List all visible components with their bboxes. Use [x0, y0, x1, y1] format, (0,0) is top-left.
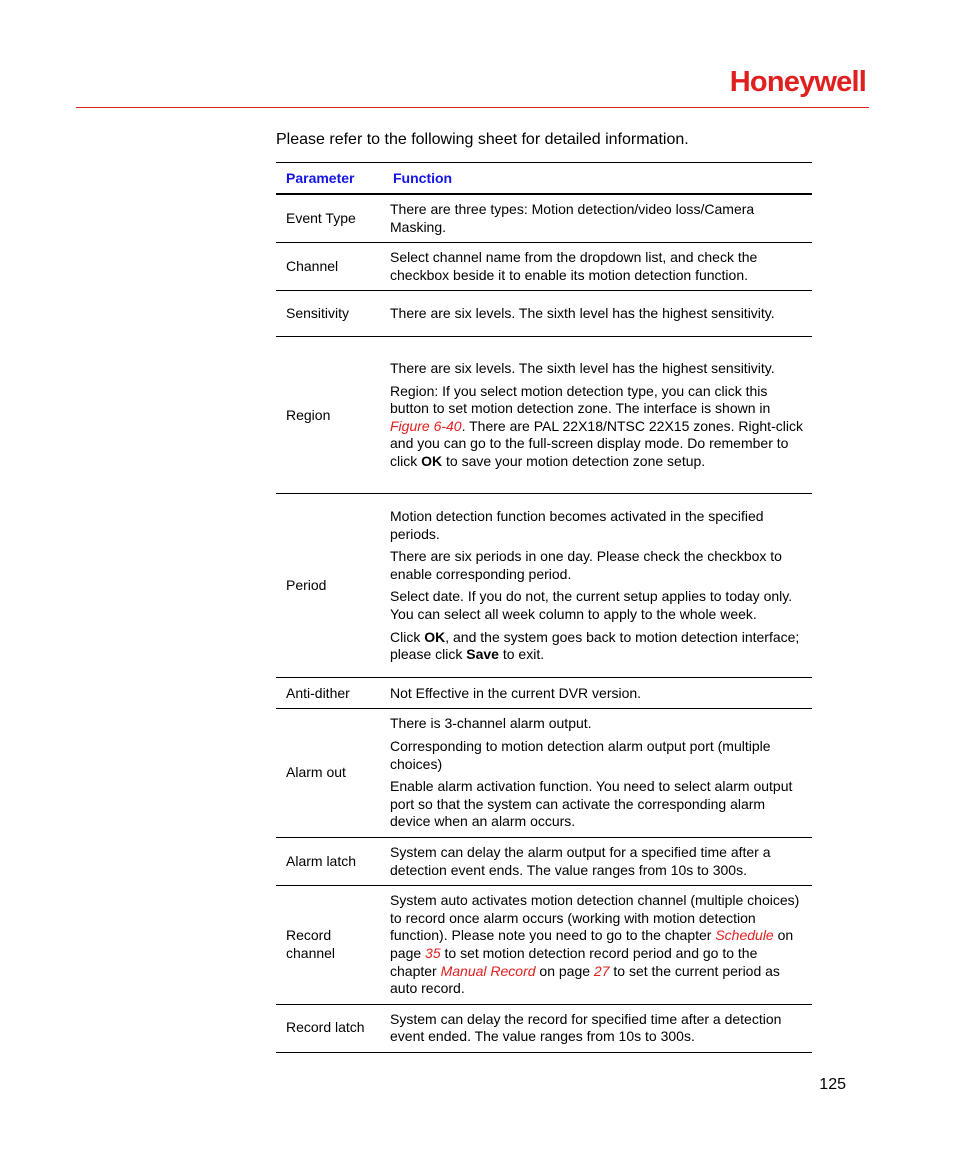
figure-link[interactable]: Figure 6-40 [390, 417, 462, 434]
table-row [276, 837, 812, 885]
function-cell [383, 886, 812, 1005]
param-cell: Sensitivity [276, 291, 383, 337]
manual-record-link[interactable]: Manual Record [440, 962, 536, 979]
function-text: There is 3-channel alarm output. [390, 715, 592, 732]
save-label: Save [466, 646, 499, 663]
function-cell [383, 291, 812, 337]
ok-label: OK [421, 453, 443, 470]
function-cell [383, 709, 812, 838]
column-header-parameter: Parameter [276, 163, 383, 195]
page-link[interactable]: 27 [593, 962, 610, 979]
page-number: 125 [819, 1076, 846, 1093]
function-text: There are six levels. The sixth level has the highest sensitivity. [390, 305, 775, 322]
table-row [276, 194, 812, 243]
table-row [276, 243, 812, 291]
param-cell: Event Type [276, 194, 383, 243]
param-cell: Channel [276, 243, 383, 291]
table-row [276, 337, 812, 494]
function-text: There are three types: Motion detection/video loss/Camera Masking. [390, 201, 755, 235]
function-cell [383, 243, 812, 291]
table-row [276, 1004, 812, 1052]
schedule-link[interactable]: Schedule [715, 927, 774, 944]
table-row [276, 494, 812, 678]
param-cell: Alarm out [276, 709, 383, 838]
function-text: Select date. If you do not, the current setup applies to today only. You can select all week column to apply to the whole week. [390, 588, 793, 622]
function-cell [383, 194, 812, 243]
table-row [276, 709, 812, 838]
function-text: System can delay the record for specified time after a detection event ended. The value ranges from 10s to 300s. [390, 1010, 782, 1045]
function-text: Click OK, and the system goes back to motion detection interface; please click Save to exit. [390, 628, 800, 663]
param-cell: Period [276, 494, 383, 678]
parameter-table [276, 162, 812, 1053]
table-row [276, 678, 812, 709]
param-cell: Record latch [276, 1004, 383, 1052]
header-divider [76, 107, 869, 108]
function-text: There are six levels. The sixth level has the highest sensitivity. [390, 360, 775, 377]
honeywell-logo: Honeywell [729, 66, 866, 98]
function-cell [383, 494, 812, 678]
function-cell [383, 337, 812, 494]
function-text: Region: If you select motion detection type, you can click this button to set motion detection zone. The interface is shown in Figure 6-40. There are PAL 22X18/NTSC 22X15 zones. Right-click and you can go to the full-screen display mode. Do remember to click OK to save your motion detection zone setup. [390, 382, 803, 470]
function-cell [383, 678, 812, 709]
param-cell: Record channel [276, 886, 383, 1005]
function-cell [383, 1004, 812, 1052]
table-row [276, 291, 812, 337]
function-text: Not Effective in the current DVR version. [390, 684, 642, 701]
function-cell [383, 837, 812, 885]
function-text: Enable alarm activation function. You need to select alarm output port so that the system can activate the corresponding alarm device when an alarm occurs. [390, 778, 793, 830]
page-link[interactable]: 35 [425, 944, 441, 961]
param-cell: Alarm latch [276, 837, 383, 885]
table-row [276, 886, 812, 1005]
intro-text: Please refer to the following sheet for detailed information. [276, 131, 689, 148]
column-header-function: Function [383, 163, 812, 195]
ok-label: OK [424, 628, 446, 645]
param-cell: Anti-dither [276, 678, 383, 709]
param-cell: Region [276, 337, 383, 494]
table-header-row [276, 163, 812, 195]
function-text: Corresponding to motion detection alarm output port (multiple choices) [390, 737, 771, 772]
function-text: There are six periods in one day. Please check the checkbox to enable corresponding period. [390, 548, 782, 582]
function-text: System auto activates motion detection channel (multiple choices) to record once alarm occurs (working with motion detection function). Please note you need to go to the chapter Schedule on page 35 to set motion detection record period and go to the chapter Manual Record on page 27 to set the current period as auto record. [390, 892, 800, 997]
function-text: System can delay the alarm output for a specified time after a detection event ends. The value ranges from 10s to 300s. [390, 843, 771, 878]
function-text: Motion detection function becomes activated in the specified periods. [390, 508, 764, 542]
function-text: Select channel name from the dropdown list, and check the checkbox beside it to enable its motion detection function. [390, 249, 758, 283]
